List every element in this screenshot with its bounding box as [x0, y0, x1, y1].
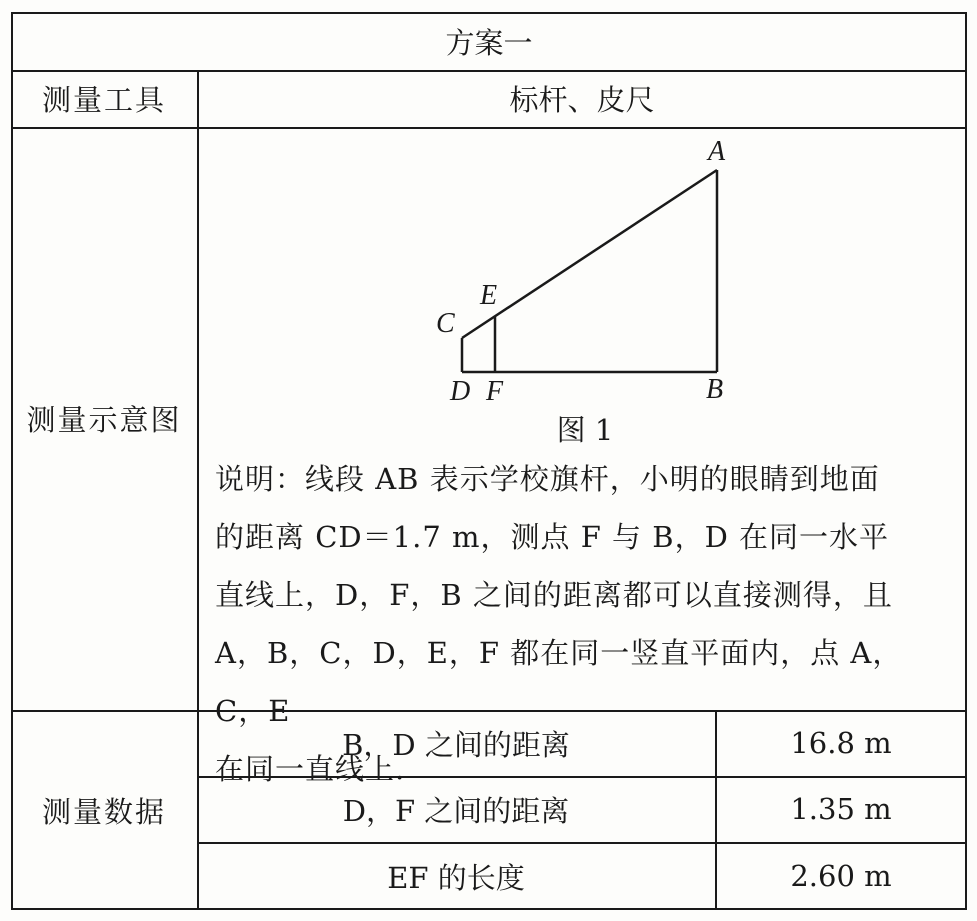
point-label-a: A — [708, 136, 726, 167]
point-label-e: E — [480, 280, 498, 311]
measurement-value: 1.35 m — [790, 792, 892, 826]
description-line: 的距离 CD＝1.7 m，测点 F 与 B，D 在同一水平 — [215, 520, 890, 554]
measurement-item: D，F 之间的距离 — [342, 793, 570, 828]
description-line: 在同一直线上. — [215, 752, 406, 786]
point-label-b: B — [706, 374, 724, 405]
description-line: 直线上，D，F，B 之间的距离都可以直接测得，且 — [215, 578, 893, 612]
figure-caption: 图 1 — [556, 413, 614, 447]
point-label-c: C — [436, 308, 455, 339]
point-label-f: F — [486, 376, 504, 407]
measurement-value: 16.8 m — [790, 726, 892, 760]
line-ca — [462, 170, 717, 338]
point-label-d: D — [450, 376, 471, 407]
description-line: A，B，C，D，E，F 都在同一竖直平面内，点 A，C，E — [215, 636, 903, 728]
measurement-item: B，D 之间的距离 — [342, 727, 570, 762]
measurement-value: 2.60 m — [790, 859, 892, 893]
measurement-item: EF 的长度 — [387, 860, 525, 895]
table-title: 方案一 — [445, 25, 533, 60]
flagpole-diagram — [420, 130, 750, 410]
diagram-label: 测量示意图 — [26, 403, 182, 437]
tools-label: 测量工具 — [41, 83, 166, 117]
tools-value: 标杆、皮尺 — [509, 83, 655, 117]
data-label: 测量数据 — [41, 794, 166, 829]
description-line: 说明：线段 AB 表示学校旗杆，小明的眼睛到地面 — [215, 462, 880, 496]
